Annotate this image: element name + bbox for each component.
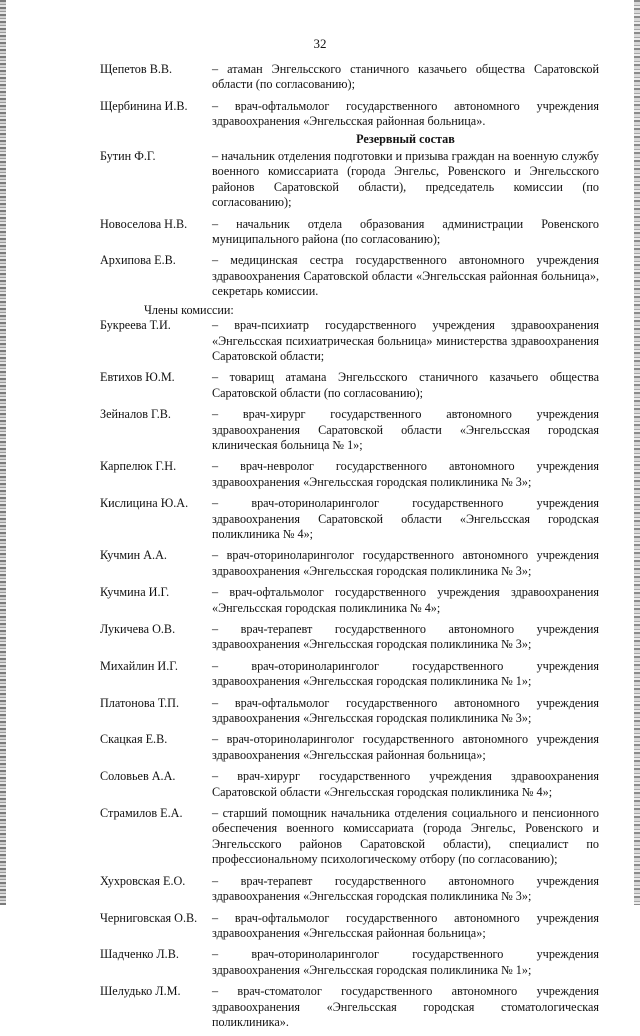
list-item <box>100 99 599 130</box>
person-position: – врач-оториноларинголог государственного автономного учреждения здравоохранения «Энгельсская районная больница»; <box>212 732 599 762</box>
list-item <box>100 874 599 905</box>
list-item <box>100 459 599 490</box>
person-position: – врач-терапевт государственного автономного учреждения здравоохранения «Энгельсская городская поликлиника № 3»; <box>212 622 599 652</box>
person-name: Платонова Т.П. <box>100 695 180 710</box>
person-position: – врач-офтальмолог государственного учреждения здравоохранения «Энгельсская городская поликлиника № 4»; <box>212 585 599 615</box>
person-name: Кислицина Ю.А. <box>100 496 189 511</box>
person-position: – врач-невролог государственного автономного учреждения здравоохранения «Энгельсская городская поликлиника № 3»; <box>212 459 599 489</box>
person-position: – врач-оториноларинголог государственного учреждения здравоохранения Саратовской области «Энгельсская городская поликлиника № 4»; <box>212 496 599 541</box>
member-entries <box>100 318 599 1030</box>
person-position: – товарищ атамана Энгельсского станичного казачьего общества Саратовской области (по согласованию); <box>212 370 599 400</box>
person-position: – атаман Энгельсского станичного казачьего общества Саратовской области (по согласованию); <box>212 62 599 92</box>
list-item <box>100 217 599 248</box>
person-position: – врач-хирург государственного автономного учреждения здравоохранения Саратовской области «Энгельсская городская клиническая больница № 1»; <box>212 407 599 452</box>
person-position: – начальник отдела образования администрации Ровенского муниципального района (по согласованию); <box>212 216 599 247</box>
list-item <box>100 659 599 690</box>
scan-edge-right <box>634 0 640 905</box>
reserve-entries <box>100 149 599 300</box>
person-name: Кучмина И.Г. <box>100 585 170 600</box>
list-item <box>100 911 599 942</box>
person-name: Зейналов Г.В. <box>100 407 171 422</box>
person-name: Шадченко Л.В. <box>100 947 179 962</box>
list-item <box>100 732 599 763</box>
person-name: Щепетов В.В. <box>100 62 173 76</box>
person-position: – медицинская сестра государственного автономного учреждения здравоохранения Саратовской области «Энгельсская районная больница», секретарь комиссии. <box>212 253 599 299</box>
person-name: Михайлин И.Г. <box>100 658 178 673</box>
person-position: – врач-стоматолог государственного автономного учреждения здравоохранения «Энгельсская городская стоматологическая поликлиника». <box>212 984 599 1029</box>
list-item <box>100 370 599 401</box>
list-item <box>100 149 599 211</box>
list-item <box>100 62 599 93</box>
list-item <box>100 769 599 800</box>
person-position: – врач-хирург государственного учреждения здравоохранения Саратовской области «Энгельсская городская поликлиника № 4»; <box>212 769 599 799</box>
person-name: Шелудько Л.М. <box>100 984 181 999</box>
person-name: Щербинина И.В. <box>100 98 188 113</box>
top-entries <box>100 62 599 130</box>
person-position: – врач-офтальмолог государственного автономного учреждения здравоохранения «Энгельсская районная больница». <box>212 98 599 129</box>
list-item <box>100 585 599 616</box>
person-name: Новоселова Н.В. <box>100 216 188 231</box>
person-name: Страмилов Е.А. <box>100 806 183 821</box>
person-position: – врач-психиатр государственного учреждения здравоохранения «Энгельсская психиатрическая больница» министерства здравоохранения Саратовской области; <box>212 318 599 363</box>
person-name: Лукичева О.В. <box>100 622 176 636</box>
person-name: Бутин Ф.Г. <box>100 149 156 164</box>
person-position: – врач-оториноларинголог государственного учреждения здравоохранения «Энгельсская городская поликлиника № 1»; <box>212 947 599 977</box>
person-name: Хухровская Е.О. <box>100 873 186 888</box>
person-name: Соловьев А.А. <box>100 769 176 784</box>
person-position: – врач-офтальмолог государственного автономного учреждения здравоохранения «Энгельсская районная больница»; <box>212 910 599 940</box>
list-item <box>100 947 599 978</box>
person-position: – начальник отделения подготовки и призыва граждан на военную службу военного комиссариата (города Энгельс, Ровенского и Энгельсского районов Саратовской области), председатель комиссии (по согласованию); <box>212 149 599 210</box>
list-item <box>100 253 599 299</box>
list-item <box>100 318 599 364</box>
person-name: Черниговская О.В. <box>100 910 198 925</box>
person-position: – врач-офтальмолог государственного автономного учреждения здравоохранения «Энгельсская городская поликлиника № 3»; <box>212 695 599 726</box>
person-name: Карпелюк Г.Н. <box>100 459 177 474</box>
list-item <box>100 622 599 653</box>
document-body <box>100 62 599 1036</box>
list-item <box>100 407 599 453</box>
list-item <box>100 806 599 868</box>
page-number: 32 <box>313 36 327 51</box>
person-position: – врач-терапевт государственного автономного учреждения здравоохранения «Энгельсская городская поликлиника № 3»; <box>212 873 599 904</box>
person-position: – врач-оториноларинголог государственного учреждения здравоохранения «Энгельсская городская поликлиника № 1»; <box>212 658 599 689</box>
scan-edge-left <box>0 0 6 905</box>
list-item <box>100 496 599 542</box>
reserve-heading: Резервный состав <box>356 131 455 146</box>
person-position: – врач-оториноларинголог государственного автономного учреждения здравоохранения «Энгельсская городская поликлиника № 3»; <box>212 548 599 578</box>
person-name: Евтихов Ю.М. <box>100 370 175 385</box>
person-name: Букреева Т.И. <box>100 318 171 333</box>
list-item <box>100 548 599 579</box>
list-item <box>100 984 599 1030</box>
list-item <box>100 696 599 727</box>
person-position: – старший помощник начальника отделения социального и пенсионного обеспечения военного комиссариата (города Энгельс, Ровенского и Энгельсского районов Саратовской области), специалист по профессиональному психологическому отбору (по согласованию); <box>212 806 599 867</box>
person-name: Архипова Е.В. <box>100 253 176 268</box>
person-name: Скацкая Е.В. <box>100 732 168 747</box>
person-name: Кучмин А.А. <box>100 548 167 563</box>
members-heading: Члены комиссии: <box>144 302 234 317</box>
